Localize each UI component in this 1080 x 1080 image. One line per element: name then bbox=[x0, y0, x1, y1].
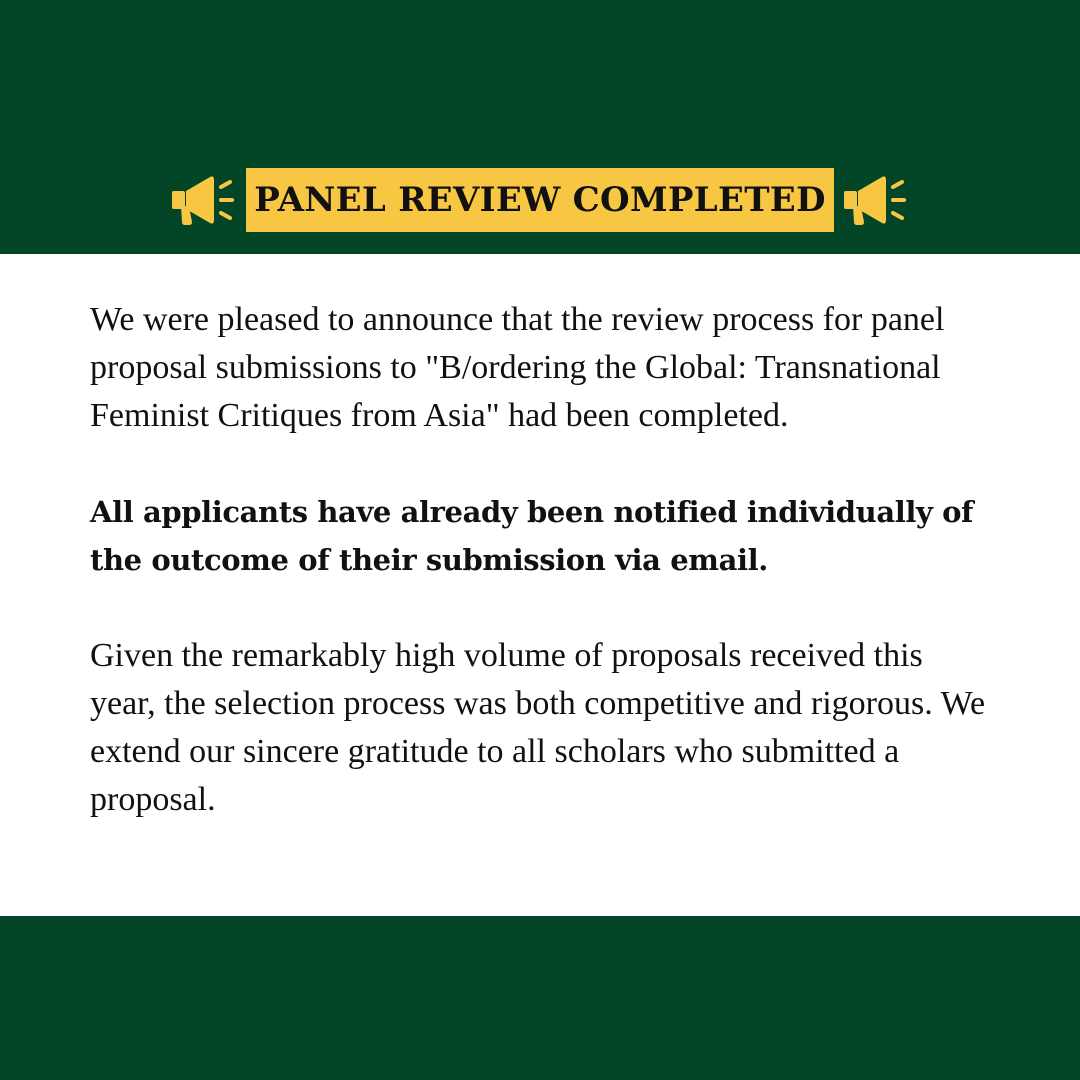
notification-paragraph: All applicants have already been notified individually of the outcome of their submission via email. bbox=[90, 495, 974, 577]
announcement-body bbox=[90, 296, 990, 824]
headline-row bbox=[0, 168, 1080, 232]
megaphone-icon bbox=[840, 168, 912, 232]
announcement-paragraph: We were pleased to announce that the review process for panel proposal submissions to "B/ordering the Global: Transnational Feminist Critiques from Asia" had been completed. bbox=[90, 301, 945, 434]
megaphone-icon bbox=[168, 168, 240, 232]
page-title: PANEL REVIEW COMPLETED bbox=[254, 180, 826, 220]
gratitude-paragraph: Given the remarkably high volume of proposals received this year, the selection process was both competitive and rigorous. We extend our sincere gratitude to all scholars who submitted a proposal. bbox=[90, 637, 986, 818]
title-highlight bbox=[246, 168, 834, 232]
bottom-green-band bbox=[0, 916, 1080, 1080]
